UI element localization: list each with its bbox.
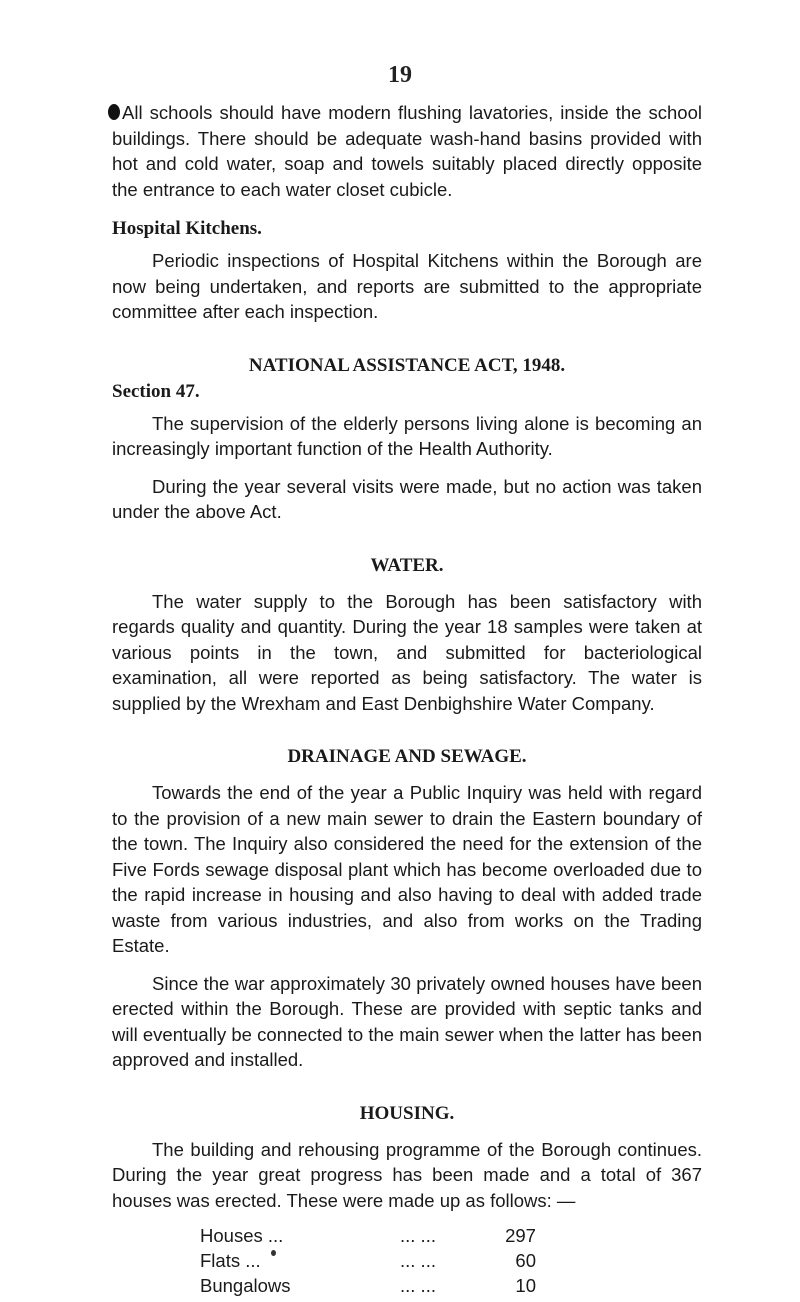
- section-heading: Section 47.: [112, 380, 200, 402]
- row-value: 297: [505, 1225, 536, 1246]
- row-value: 60: [515, 1250, 536, 1271]
- ink-spot: [271, 1250, 276, 1256]
- drainage-paragraph-2: Since the war approximately 30 privately owned houses have been erected within the Borough. These are provided with septic tanks and will eventually be connected to the main sewer when the latter has been approved and installed.: [112, 972, 702, 1070]
- housing-table: [200, 1223, 536, 1298]
- row-label: Flats ...: [200, 1250, 261, 1271]
- national-assistance-paragraph-1: The supervision of the elderly persons living alone is becoming an increasingly important function of the Health Authority.: [112, 412, 702, 459]
- table-row: [200, 1223, 536, 1248]
- hospital-kitchens-paragraph: Periodic inspections of Hospital Kitchens within the Borough are now being undertaken, and reports are submitted to the appropriate committee after each inspection.: [112, 250, 702, 322]
- housing-paragraph: The building and rehousing programme of the Borough continues. During the year great progress has been made and a total of 367 houses was erected. These were made up as follows: —: [112, 1138, 702, 1211]
- row-dots: ... ...: [400, 1250, 436, 1271]
- row-dots: ... ...: [400, 1225, 436, 1246]
- intro-paragraph: [112, 100, 702, 202]
- hospital-kitchens-heading: Hospital Kitchens.: [112, 218, 262, 239]
- bullet-icon: [108, 104, 120, 120]
- text-column: [112, 100, 702, 1298]
- intro-text: All schools should have modern flushing lavatories, inside the school buildings. There should be adequate wash-hand basins provided with hot and cold water, soap and towels suitably placed directly opposite the entrance to each water closet cubicle.: [112, 102, 702, 200]
- drainage-heading: DRAINAGE AND SEWAGE.: [287, 746, 527, 767]
- drainage-paragraph-1: Towards the end of the year a Public Inquiry was held with regard to the provision of a new main sewer to drain the Eastern boundary of the town. The Inquiry also considered the need for the extension of the Five Fords sewage disposal plant which has become overloaded due to the rapid increase in housing and also having to deal with added trade waste from various industries, and also from works on the Trading Estate.: [112, 782, 702, 956]
- row-dots: ... ...: [400, 1275, 436, 1296]
- water-paragraph: The water supply to the Borough has been satisfactory with regards quality and quantity. During the year 18 samples were taken at various points in the town, and submitted for bacteriological examination, all were reported as being satisfactory. The water is supplied by the Wrexham and East Denbighshire Water Company.: [112, 590, 702, 714]
- row-value: 10: [515, 1275, 536, 1296]
- national-assistance-heading: NATIONAL ASSISTANCE ACT, 1948.: [248, 354, 566, 376]
- national-assistance-paragraph-2: During the year several visits were made, but no action was taken under the above Act.: [112, 475, 702, 522]
- page-number: 19: [388, 62, 412, 88]
- table-row: [200, 1273, 536, 1298]
- housing-heading: HOUSING.: [359, 1102, 455, 1124]
- row-label: Houses ...: [200, 1225, 284, 1246]
- water-heading: WATER.: [370, 554, 444, 576]
- table-row: [200, 1248, 536, 1273]
- row-label: Bungalows: [200, 1275, 291, 1296]
